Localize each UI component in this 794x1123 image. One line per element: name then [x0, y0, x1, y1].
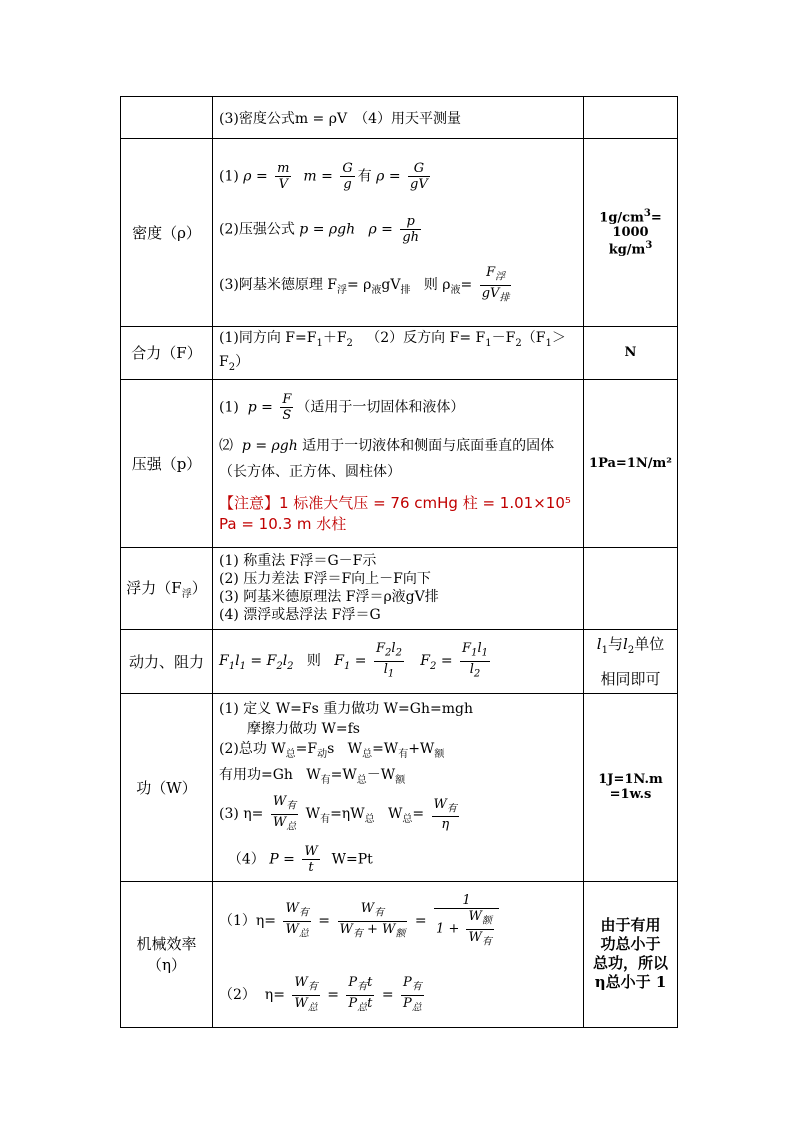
row-name — [121, 97, 213, 139]
formula-line: 有用功=Gh $W_有=W_总-W_额$ — [219, 766, 406, 786]
table-row — [121, 97, 678, 139]
formula-line: (3) η= $\frac{W_有}{W_总}$ $W_有=\eta W_总$ $W_总=$ $\frac{W_有}{\eta}$ — [219, 794, 457, 833]
row-name: 功（W） — [121, 693, 213, 881]
row-unit: 1J=1N.m =1w.s — [584, 693, 678, 881]
note-text: 【注意】1 标准大气压 = 76 cmHg 柱 = 1.01×10⁵ Pa = 10.3 m 水柱 — [219, 493, 571, 533]
formula-line: $F_1l_1 = F_2l_2$ 则 $F_1$ = $\frac{F_2l_2}{l_1}$ $F_2$ = $\frac{F_1l_1}{l_2}$ — [219, 641, 488, 680]
row-unit: 1Pa=1N/m² — [584, 379, 678, 547]
formula-line: (3)密度公式m = ρV （4）用天平测量 — [219, 110, 461, 127]
table-row — [121, 629, 678, 693]
row-name: 动力、阻力 — [121, 629, 213, 693]
formula-line: （4） P = $\frac{W}{t}$ W=Pt — [219, 844, 373, 876]
formula-line: 摩擦力做功 W=fs — [247, 720, 360, 737]
row-unit: $1g/cm^3=$ 1000 $kg/m^3$ — [584, 139, 678, 327]
row-unit — [584, 97, 678, 139]
formula-line: （1）η= $\frac{W_有}{W_总}$ = $\frac{W_有}{W_有 + W_额}$ = 1 1 + $\frac{W_额}{W_有}$ — [219, 893, 577, 949]
formula-line: (1) 称重法 F浮＝G－F示 — [219, 553, 377, 570]
row-content — [213, 139, 584, 327]
formula-line: (3) 阿基米德原理法 F浮＝ρ液gV排 — [219, 589, 439, 606]
formula-line: (1) 定义 W=Fs 重力做功 W=Gh=mgh — [219, 700, 473, 717]
row-unit: 由于有用 功总小于 总功，所以 η总小于 1 — [584, 881, 678, 1027]
formula-line: (3)阿基米德原理 $F_浮= \rho_液gV_排$ 则 $\rho_液=$ $\frac{F_浮}{gV_排}$ — [219, 265, 510, 304]
table-row — [121, 379, 678, 547]
row-content — [213, 97, 584, 139]
row-content — [213, 547, 584, 629]
row-unit: $l_1$与$l_2$单位 相同即可 — [584, 629, 678, 693]
formula-line: (4) 漂浮或悬浮法 F浮＝G — [219, 607, 381, 624]
table-row — [121, 139, 678, 327]
formula-line: (2)总功 $W_总=F_动s$ $W_总=W_有+W_额$ — [219, 740, 445, 760]
table-row — [121, 693, 678, 881]
formula-line: (1) p = $\frac{F}{S}$ （适用于一切固体和液体） — [219, 391, 465, 423]
table-row — [121, 881, 678, 1027]
row-unit — [584, 547, 678, 629]
row-content — [213, 881, 584, 1027]
row-name: 密度（ρ） — [121, 139, 213, 327]
row-name: 压强（p） — [121, 379, 213, 547]
row-content — [213, 693, 584, 881]
row-name: 机械效率 （η） — [121, 881, 213, 1027]
table-row — [121, 327, 678, 380]
formula-line: (1) ρ = $\frac{m}{V}$ m = $\frac{G}{g}$ 有 ρ = $\frac{G}{gV}$ — [219, 161, 428, 193]
formula-table — [120, 96, 678, 1028]
row-name: 合力（F） — [121, 327, 213, 380]
formula-line: (2)压强公式 p = ρgh ρ = $\frac{p}{gh}$ — [219, 214, 420, 246]
row-name: 浮力$(F_浮)$ — [121, 547, 213, 629]
formula-line: ⑵ p = ρgh 适用于一切液体和侧面与底面垂直的固体（长方体、正方体、圆柱体） — [219, 437, 555, 480]
row-content — [213, 379, 584, 547]
formula-line: （2） η= $\frac{W_有}{W_总}$ = $\frac{P_有t}{P_总t}$ = $\frac{P_有}{P_总}$ — [219, 975, 422, 1014]
formula-line: (1)同方向 $F=F_1+F_2$ （2）反方向 $F= F_1-F_2(F_1>F_2)$ — [219, 330, 566, 373]
formula-line: (2) 压力差法 F浮＝F向上－F向下 — [219, 571, 431, 588]
row-content — [213, 629, 584, 693]
table-row — [121, 547, 678, 629]
row-content — [213, 327, 584, 380]
row-unit: N — [584, 327, 678, 380]
